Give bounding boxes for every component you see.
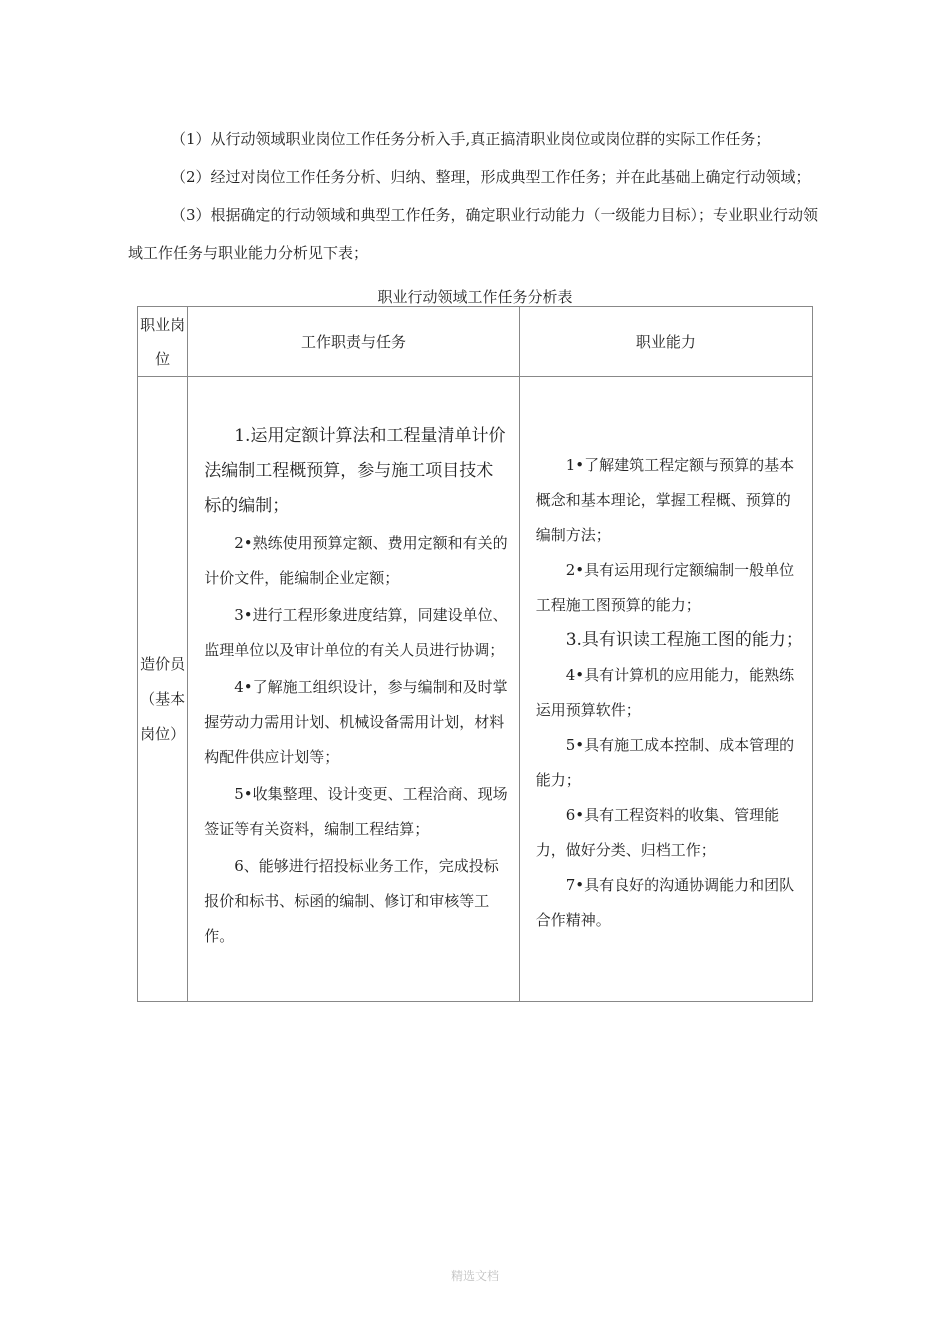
ability-item: 6•具有工程资料的收集、管理能力，做好分类、归档工作； <box>535 806 780 859</box>
header-abilities: 职业能力 <box>519 307 812 377</box>
table-caption: 职业行动领域工作任务分析表 <box>377 288 573 306</box>
table-row <box>138 377 813 1002</box>
task-item: 3•进行工程形象进度结算，同建设单位、监理单位以及审计单位的有关人员进行协调； <box>204 605 508 659</box>
ability-item: 2•具有运用现行定额编制一般单位工程施工图预算的能力； <box>535 561 795 614</box>
ability-item: 5•具有施工成本控制、成本管理的能力； <box>535 736 795 789</box>
role-cell: 造价员（基本岗位） <box>138 377 188 1002</box>
table-header-row <box>138 307 813 377</box>
ability-item: 3.具有识读工程施工图的能力； <box>565 630 803 650</box>
task-item: 2•熟练使用预算定额、费用定额和有关的计价文件，能编制企业定额； <box>204 533 508 587</box>
header-position: 职业岗位 <box>138 307 188 377</box>
footer-watermark: 精选文档 <box>450 1269 499 1283</box>
ability-item: 4•具有计算机的应用能力，能熟练运用预算软件； <box>535 666 795 719</box>
task-analysis-table <box>137 306 813 1002</box>
tasks-cell <box>188 377 519 1002</box>
task-item: 6、能够进行招投标业务工作，完成投标报价和标书、标函的编制、修订和审核等工作。 <box>204 856 499 945</box>
abilities-cell <box>519 377 812 1002</box>
paragraph-3: （3）根据确定的行动领域和典型工作任务，确定职业行动能力（一级能力目标）；专业职业行动领域工作任务与职业能力分析见下表； <box>128 206 819 262</box>
task-item: 5•收集整理、设计变更、工程洽商、现场签证等有关资料，编制工程结算； <box>204 784 508 838</box>
ability-item: 1•了解建筑工程定额与预算的基本概念和基本理论，掌握工程概、预算的编制方法； <box>535 456 795 544</box>
task-item: 1.运用定额计算法和工程量清单计价法编制工程概预算，参与施工项目技术标的编制； <box>204 425 506 516</box>
paragraph-2: （2）经过对岗位工作任务分析、归纳、整理，形成典型工作任务；并在此基础上确定行动领域； <box>171 168 811 186</box>
ability-item: 7•具有良好的沟通协调能力和团队合作精神。 <box>535 876 795 929</box>
paragraph-1: （1）从行动领域职业岗位工作任务分析入手,真正搞清职业岗位或岗位群的实际工作任务； <box>171 130 771 148</box>
task-item: 4•了解施工组织设计，参与编制和及时掌握劳动力需用计划、机械设备需用计划，材料构配件供应计划等； <box>204 677 508 766</box>
header-tasks: 工作职责与任务 <box>188 307 519 377</box>
